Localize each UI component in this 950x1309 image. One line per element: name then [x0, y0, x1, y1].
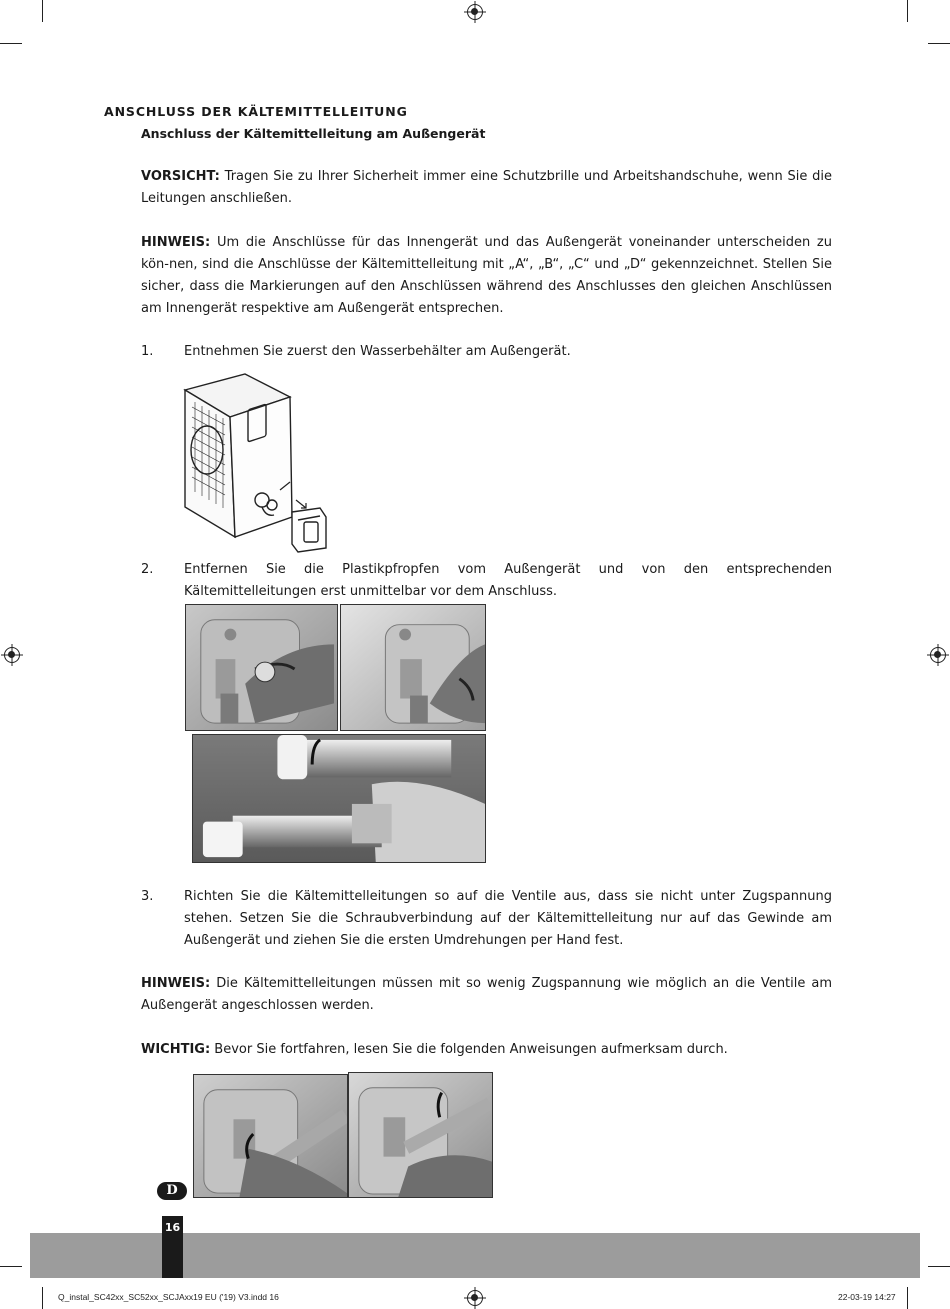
section-subheading: Anschluss der Kältemittelleitung am Außengerät	[141, 126, 486, 141]
outdoor-unit-illustration	[180, 372, 340, 557]
photo-attach-fitting-left	[193, 1074, 348, 1198]
crop-mark	[42, 0, 43, 22]
step-number: 2.	[141, 562, 154, 577]
step-text: Entfernen Sie die Plastikpfropfen vom Außengerät und von den entsprechenden Kältemittelleitungen erst unmittelbar vor dem Anschluss.	[184, 562, 832, 599]
note-paragraph	[141, 973, 832, 1017]
crop-mark	[42, 1287, 43, 1309]
photo-remove-plug-pipe	[192, 734, 486, 863]
registration-mark-icon	[467, 4, 483, 20]
caution-label: VORSICHT:	[141, 169, 220, 184]
photo-remove-plug-unit	[185, 604, 338, 731]
important-label: WICHTIG:	[141, 1042, 211, 1057]
important-paragraph	[141, 1039, 832, 1061]
page-number: 16	[162, 1216, 183, 1278]
note-text: Die Kältemittelleitungen müssen mit so wenig Zugspannung wie möglich an die Ventile am Außengerät angeschlossen werden.	[141, 976, 832, 1013]
crop-mark	[928, 43, 950, 44]
registration-mark-icon	[930, 647, 946, 663]
crop-mark	[907, 0, 908, 22]
crop-mark	[0, 1266, 22, 1267]
photo-attach-fitting-right	[348, 1072, 493, 1198]
date-slug: 22-03-19 14:27	[838, 1292, 896, 1302]
registration-mark-icon	[4, 647, 20, 663]
note-label: HINWEIS:	[141, 976, 211, 991]
step-text: Entnehmen Sie zuerst den Wasserbehälter am Außengerät.	[184, 344, 571, 359]
note-text: Um die Anschlüsse für das Innengerät und das Außengerät voneinander unterscheiden zu kön-nen, sind die Anschlüsse der Kältemittelleitung mit „A“, „B“, „C“ und „D“ gekennzeichnet. Stellen Sie sicher, dass die Markierungen auf den Anschlüssen während des Anschlusses den gleichen Anschlüssen am Innengerät respektive am Außengerät entsprechen.	[141, 235, 832, 316]
crop-mark	[907, 1287, 908, 1309]
registration-mark-icon	[467, 1290, 483, 1306]
crop-mark	[928, 1266, 950, 1267]
important-text: Bevor Sie fortfahren, lesen Sie die folgenden Anweisungen aufmerksam durch.	[210, 1042, 728, 1057]
step-number: 1.	[141, 344, 154, 359]
caution-paragraph	[141, 166, 832, 210]
step-number: 3.	[141, 889, 154, 904]
photo-remove-plug-valve	[340, 604, 486, 731]
step-text: Richten Sie die Kältemittelleitungen so auf die Ventile aus, dass sie nicht unter Zugspannung stehen. Setzen Sie die Schraubverbindung auf der Kältemittelleitung nur auf das Gewinde am Außengerät und ziehen Sie die ersten Umdrehungen per Hand fest.	[184, 889, 832, 948]
note-paragraph	[141, 232, 832, 320]
language-badge: D	[157, 1182, 187, 1200]
crop-mark	[0, 43, 22, 44]
section-heading: ANSCHLUSS DER KÄLTEMITTELLEITUNG	[104, 104, 408, 119]
caution-text: Tragen Sie zu Ihrer Sicherheit immer eine Schutzbrille und Arbeitshandschuhe, wenn Sie die Leitungen anschließen.	[141, 169, 832, 206]
note-label: HINWEIS:	[141, 235, 211, 250]
file-slug: Q_instal_SC42xx_SC52xx_SCJAxx19 EU ('19) V3.indd 16	[58, 1292, 279, 1302]
